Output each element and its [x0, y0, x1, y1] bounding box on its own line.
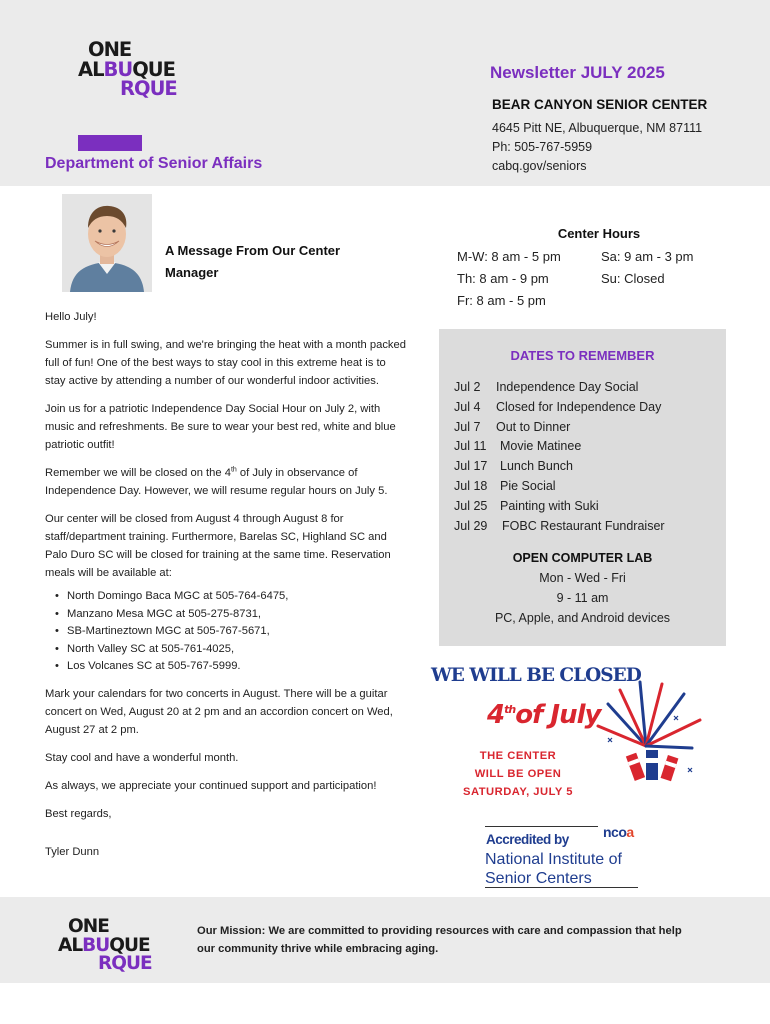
dates-title: DATES TO REMEMBER — [510, 348, 655, 363]
department-name: Department of Senior Affairs — [45, 155, 263, 172]
computer-lab-devices: PC, Apple, and Android devices — [494, 611, 671, 625]
letter-paragraph: Our center will be closed from August 4 through August 8 for staff/department training. Furthermore, Barelas SC, Highland SC and Palo Duro SC will be closed for training at the same time. Reservation meals will be available at: — [45, 513, 391, 579]
hours-su: Su: Closed — [601, 271, 665, 286]
letter-signature: Tyler Dunn — [45, 845, 100, 858]
center-name: BEAR CANYON SENIOR CENTER — [492, 97, 708, 112]
mission-statement: Our Mission: We are committed to providing resources with care and compassion that help our community thrive while embracing aging. — [197, 925, 682, 955]
closed-headline: WE WILL BE CLOSED — [431, 665, 641, 686]
list-item: • Manzano Mesa MGC at 505-275-8731, — [55, 606, 407, 624]
meal-locations-list — [55, 588, 407, 676]
ncoa-logo: ncoa — [603, 824, 634, 840]
hours-mw: M-W: 8 am - 5 pm — [457, 249, 561, 264]
date-row: Jul 2 Independence Day Social — [454, 380, 639, 394]
letter-greeting: Hello July! — [45, 311, 97, 323]
letter-paragraph: Join us for a patriotic Independence Day Social Hour on July 2, with music and refreshments. Be sure to wear your best red, white and blue patriotic outfit! — [45, 403, 396, 451]
hours-sa: Sa: 9 am - 3 pm — [601, 249, 694, 264]
letter-paragraph: As always, we appreciate your continued support and participation! — [45, 779, 377, 792]
date-row: Jul 18 Pie Social — [454, 478, 556, 493]
fourth-of-july-logo: 4thof July — [487, 700, 601, 730]
manager-letter — [45, 308, 407, 871]
nisc-name: National Institute of Senior Centers — [485, 851, 622, 887]
open-saturday-note: THE CENTER WILL BE OPEN SATURDAY, JULY 5 — [463, 750, 573, 798]
newsletter-title: Newsletter JULY 2025 — [490, 63, 665, 82]
one-albuquerque-logo: ONE ALBUQUE RQUE — [78, 38, 177, 100]
accent-bar — [78, 135, 142, 151]
letter-paragraph: Mark your calendars for two concerts in August. There will be a guitar concert on Wed, August 20 at 2 pm and an accordion concert on Wed, August 27 at 2 pm. — [45, 687, 393, 736]
computer-lab-time: 9 - 11 am — [556, 591, 609, 605]
list-item: • Los Volcanes SC at 505-767-5999. — [55, 658, 407, 676]
date-row: Jul 11 Movie Matinee — [454, 439, 582, 454]
center-hours-title: Center Hours — [557, 226, 641, 241]
letter-paragraph: Summer is in full swing, and we're bringing the heat with a month packed full of fun! One of the best ways to stay cool in this extreme heat is to stay active by attending a number of our wonderful indoor activities. — [45, 339, 406, 387]
fireworks-icon — [588, 676, 708, 798]
hours-fr: Fr: 8 am - 5 pm — [457, 293, 546, 308]
message-title: A Message From Our Center Manager — [165, 243, 341, 280]
manager-photo — [62, 194, 152, 292]
computer-lab-days: Mon - Wed - Fri — [539, 571, 626, 585]
date-row: Jul 7 Out to Dinner — [454, 419, 571, 434]
center-website[interactable]: cabq.gov/seniors — [492, 159, 587, 173]
letter-closing: Best regards, — [45, 807, 112, 820]
date-row: Jul 17 Lunch Bunch — [454, 459, 573, 474]
divider — [485, 826, 598, 827]
hours-th: Th: 8 am - 9 pm — [457, 271, 549, 286]
list-item: • North Valley SC at 505-761-4025, — [55, 641, 407, 659]
letter-paragraph: Remember we will be closed on the 4th of July in observance of Independence Day. However, we will resume regular hours on July 5. — [45, 466, 388, 497]
date-row: Jul 4 Closed for Independence Day — [454, 399, 662, 414]
dates-list — [454, 378, 665, 536]
date-row: Jul 29 FOBC Restaurant Fundraiser — [454, 518, 665, 533]
date-row: Jul 25 Painting with Suki — [454, 498, 599, 513]
list-item: • SB-Martineztown MGC at 505-767-5671, — [55, 623, 407, 641]
center-address: 4645 Pitt NE, Albuquerque, NM 87111 — [492, 121, 703, 135]
computer-lab-title: OPEN COMPUTER LAB — [512, 551, 653, 565]
list-item: • North Domingo Baca MGC at 505-764-6475, — [55, 588, 407, 606]
letter-paragraph: Stay cool and have a wonderful month. — [45, 751, 239, 764]
accredited-by-label: Accredited by — [486, 832, 569, 847]
divider — [485, 887, 638, 888]
center-phone: Ph: 505-767-5959 — [492, 140, 593, 154]
one-albuquerque-logo: ONE ALBUQUE RQUE — [58, 916, 152, 974]
